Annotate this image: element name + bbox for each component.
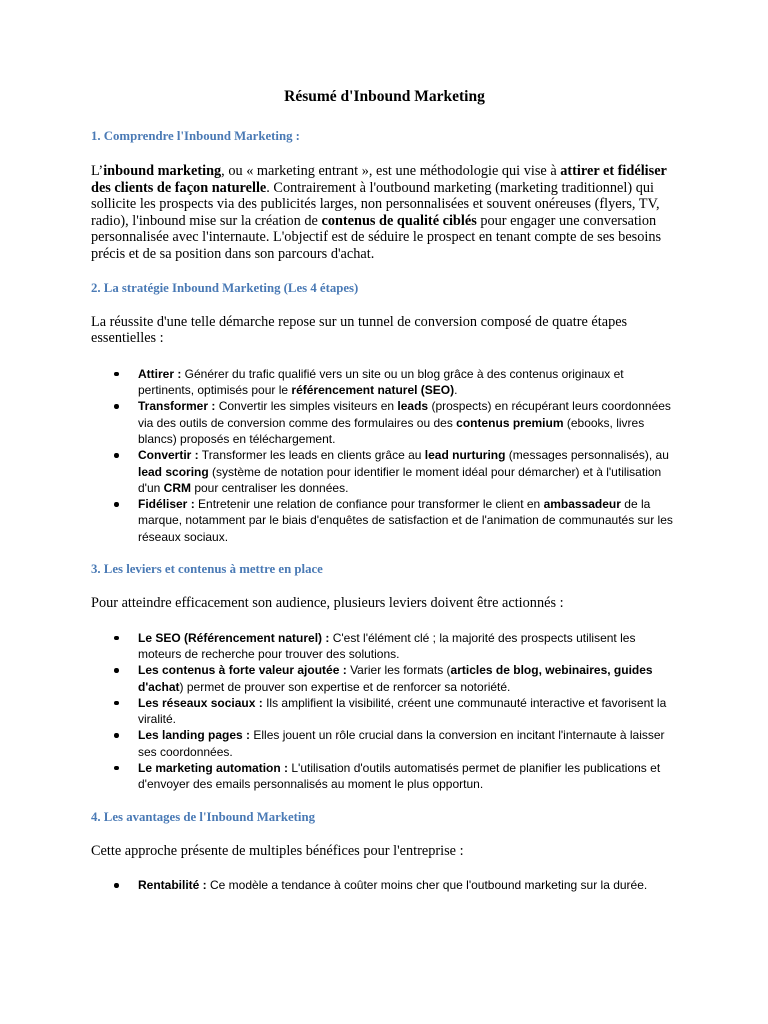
section-4 [91,809,678,894]
bold-text: Convertir : [138,448,199,463]
text-run: de la marque, notamment par le biais d'enquêtes de satisfaction et de l'animation de communautés sur les réseaux sociaux. [138,497,673,544]
bold-text: Le SEO (Référencement naturel) : [138,630,330,645]
bold-text: inbound marketing [103,163,222,179]
list-item [138,630,678,663]
bullet-icon [114,668,119,673]
bullet-icon [114,453,119,458]
bold-text: Les landing pages : [138,728,251,743]
list-item [138,366,678,399]
list-item [138,496,678,545]
bold-text: Les réseaux sociaux : [138,695,263,710]
bullet-list [91,366,678,545]
bold-text: contenus de qualité ciblés [321,212,477,229]
bold-text: contenus premium [456,415,564,430]
list-item [138,447,678,496]
bold-text: Rentabilité : [138,878,207,893]
text-run: pour centraliser les données. [190,480,349,495]
bullet-list [91,630,678,793]
text-run: (système de notation pour identifier le moment idéal pour démarcher) et à l'utilisation d'un [138,464,662,495]
text-run: Elles jouent un rôle crucial dans la conversion en incitant l'internaute à laisser ses coordonnées. [138,728,665,759]
document-title: Résumé d'Inbound Marketing [284,88,485,105]
bold-text: Attirer : [138,366,182,381]
bold-text: attirer et fidéliser des clients de façon naturelle [91,163,667,196]
list-item [138,760,678,793]
text-run: (prospects) en récupérant leurs coordonnées via des outils de conversion comme des formulaires ou des [138,399,671,430]
bullet-icon [114,404,119,409]
bold-text: Fidéliser : [138,497,195,512]
bold-text: Transformer : [138,399,216,414]
bullet-icon [114,883,119,888]
text-run: L'utilisation d'outils automatisés permet de planifier les publications et d'envoyer des emails personnalisés au moment le plus opportun. [138,760,661,792]
text-run: Varier les formats ( [346,663,451,678]
text-run: La réussite d'une telle démarche repose sur un tunnel de conversion composé de quatre étapes essentielles : [91,313,628,347]
list-item [138,398,678,447]
section-heading: 3. Les leviers et contenus à mettre en place [91,562,323,577]
bold-text: référencement naturel (SEO) [291,383,455,398]
section-intro [91,595,678,612]
bullet-icon [114,701,119,706]
text-run: Ils amplifient la visibilité, créent une communauté interactive et favorisent la viralité. [138,695,667,727]
bullet-icon [114,636,119,641]
bold-text: articles de blog, webinaires, guides d'achat [138,663,653,694]
text-run: Générer du trafic qualifié vers un site ou un blog grâce à des contenus originaux et pertinents, optimisés pour le [138,366,624,398]
bullet-icon [114,733,119,738]
text-run: pour engager une conversation personnalisée avec l'internaute. L'objectif est de séduire le prospect en tenant compte de ses besoins précis et de sa position dans son parcours d'achat. [91,212,662,262]
list-item [138,877,678,893]
section-heading: 4. Les avantages de l'Inbound Marketing [91,809,315,824]
section-intro [91,843,678,860]
section-2 [91,280,678,545]
text-run: C'est l'élément clé ; la majorité des prospects utilisent les moteurs de recherche pour trouver des solutions. [138,630,636,661]
text-run: Cette approche présente de multiples bénéfices pour l'entreprise : [91,842,464,859]
list-item [138,695,678,728]
bold-text: lead nurturing [424,448,506,463]
bullet-icon [114,502,119,507]
bold-text: lead scoring [138,464,209,479]
bold-text: CRM [163,480,191,495]
list-item [138,727,678,760]
text-run: (messages personnalisés), au [505,448,669,463]
bullet-icon [114,766,119,771]
text-run: , ou « marketing entrant », est une méthodologie qui vise à [221,163,561,179]
bold-text: leads [397,399,429,414]
list-item [138,662,678,695]
bold-text: Le marketing automation : [138,760,289,775]
section-intro [91,163,678,263]
text-run: (ebooks, livres blancs) proposés en téléchargement. [138,415,645,446]
bullet-list [91,877,678,893]
text-run: ) permet de prouver son expertise et de renforcer sa notoriété. [179,679,511,694]
section-heading: 1. Comprendre l'Inbound Marketing : [91,129,300,143]
text-run: . Contrairement à l'outbound marketing (marketing traditionnel) qui sollicite les prospects via des publicités larges, non personnalisées et souvent onéreuses (flyers, TV, radio), l'inbound mise sur la création de [91,179,660,229]
bold-text: Les contenus à forte valeur ajoutée : [138,663,347,678]
section-heading: 2. La stratégie Inbound Marketing (Les 4 étapes) [91,280,359,295]
text-run: Entretenir une relation de confiance pour transformer le client en [194,497,544,512]
section-intro [91,314,678,347]
bold-text: ambassadeur [543,497,621,512]
text-run: Ce modèle a tendance à coûter moins cher que l'outbound marketing sur la durée. [206,878,648,893]
text-run: Pour atteindre efficacement son audience, plusieurs leviers doivent être actionnés : [91,595,564,612]
text-run: Convertir les simples visiteurs en [215,399,398,414]
text-run: . [454,383,458,398]
section-1 [91,128,678,263]
text-run: L’ [91,163,104,179]
section-3 [91,561,678,793]
text-run: Transformer les leads en clients grâce au [198,448,425,463]
bullet-icon [114,372,119,377]
